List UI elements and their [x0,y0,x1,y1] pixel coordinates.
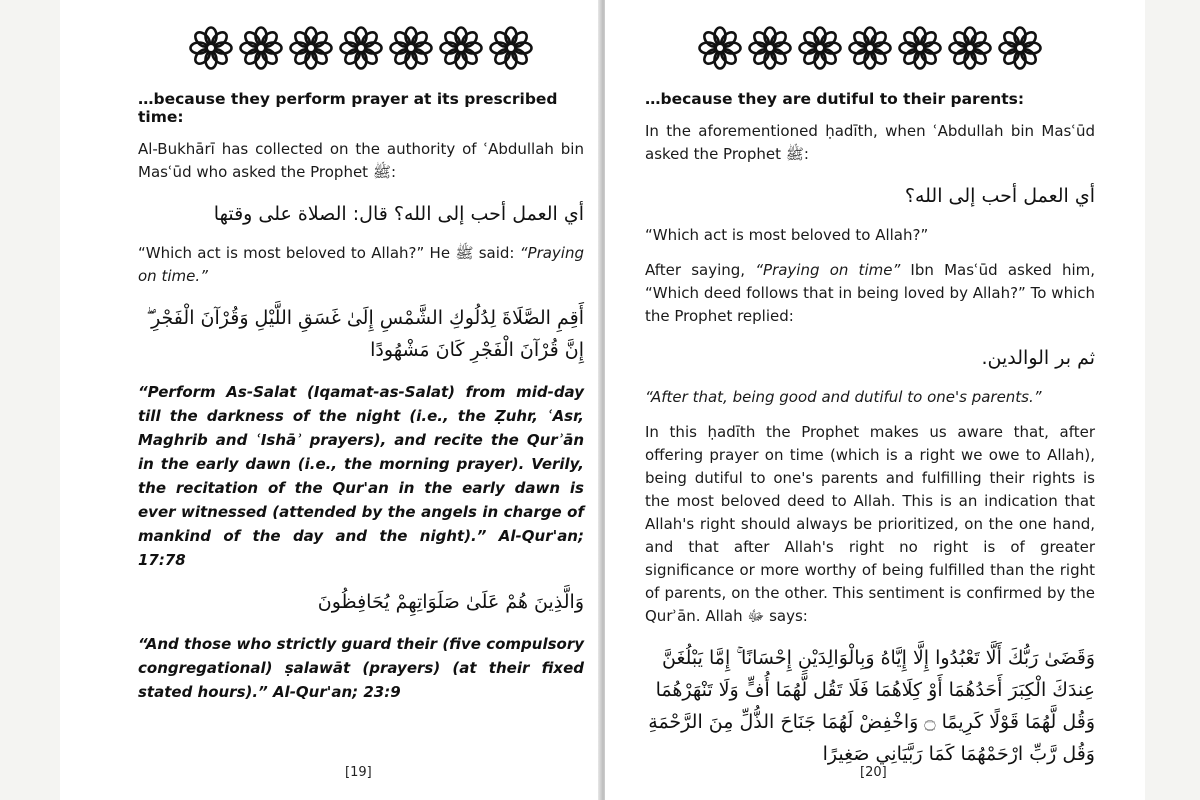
eight-point-star-icon [997,26,1043,70]
arabic-verse-1: أَقِمِ الصَّلَاةَ لِدُلُوكِ الشَّمْسِ إِلَىٰ غَسَقِ اللَّيْلِ وَقُرْآنَ الْفَجْرِ ۖ إِنَّ قُرْآنَ الْفَجْرِ كَانَ مَشْهُودًا [146,307,584,361]
page-left [60,0,602,800]
eight-point-star-icon [188,26,234,70]
translation-question: “Which act is most beloved to Allah?” He ﷺ said: [138,244,520,262]
verse-2-translation: “And those who strictly guard their (five compulsory congregational) ṣalawāt (prayers) (at their fixed stated hours).” Al-Qur'an; 23:9 [138,635,584,701]
arabic-verse: وَقَضَىٰ رَبُّكَ أَلَّا تَعْبُدُوا إِلَّا إِيَّاهُ وَبِالْوَالِدَيْنِ إِحْسَانًا ۚ إِمَّا يَبْلُغَنَّ عِندَكَ الْكِبَرَ أَحَدُهُمَا أَوْ كِلَاهُمَا فَلَا تَقُل لَّهُمَا أُفٍّ وَلَا تَنْهَرْهُمَا وَقُل لَّهُمَا قَوْلًا كَرِيمًا ۝ وَاخْفِضْ لَهُمَا جَنَاحَ الذُّلِّ مِنَ الرَّحْمَةِ وَقُل رَّبِّ ارْحَمْهُمَا كَمَا رَبَّيَانِي صَغِيرًا [648,647,1095,765]
follow-up-text-2: Ibn Masʿūd asked him, “Which deed follows that in being loved by Allah?” To which the Prophet replied: [645,261,1095,325]
eight-point-star-icon [288,26,334,70]
eight-point-star-icon [488,26,534,70]
eight-point-star-icon [897,26,943,70]
eight-point-star-icon [238,26,284,70]
arabic-answer: ثم بر الوالدين. [981,347,1095,369]
follow-up-italic: “Praying on time” [755,261,901,279]
explanation-paragraph: In this ḥadīth the Prophet makes us aware that, after offering prayer on time (which is a right we owe to Allah), being dutiful to one's parents and fulfilling their rights is the most beloved deed to Allah. This is an indication that Allah's right should always be prioritized, on the one hand, and that after Allah's right no right is of greater significance or more worthy of being fulfilled than the right of parents, on the other. This sentiment is confirmed by the Qurʾān. Allah ﷻ says: [645,423,1095,625]
translation-answer: “After that, being good and dutiful to one's parents.” [645,388,1042,406]
follow-up-text-1: After saying, [645,261,756,279]
translation-answer: “Praying on time.” [138,244,584,285]
page-right [605,0,1145,800]
arabic-question: أي العمل أحب إلى الله؟ [904,185,1095,207]
arabic-verse-2: وَالَّذِينَ هُمْ عَلَىٰ صَلَوَاتِهِمْ يُحَافِظُونَ [317,591,584,613]
page-number: [20] [860,765,887,780]
section-heading: …because they perform prayer at its prescribed time: [138,90,558,126]
eight-point-star-icon [747,26,793,70]
eight-point-star-icon [438,26,484,70]
follow-up-paragraph [645,259,1095,328]
eight-point-star-icon [697,26,743,70]
translation-question: “Which act is most beloved to Allah?” [645,226,929,244]
ornament-row-right [645,26,1095,70]
intro-paragraph: In the aforementioned ḥadīth, when ʿAbdullah bin Masʿūd asked the Prophet ﷺ: [645,122,1095,163]
eight-point-star-icon [338,26,384,70]
section-heading: …because they are dutiful to their parents: [645,90,1025,108]
eight-point-star-icon [797,26,843,70]
intro-paragraph: Al-Bukhārī has collected on the authority of ʿAbdullah bin Masʿūd who asked the Prophet ﷺ: [138,140,584,181]
eight-point-star-icon [847,26,893,70]
ornament-row-left [138,26,584,70]
eight-point-star-icon [947,26,993,70]
verse-1-translation: “Perform As-Salat (Iqamat-as-Salat) from mid-day till the darkness of the night (i.e., the Ẓuhr, ʿAsr, Maghrib and ʿIshāʾ prayers), and recite the Qurʾān in the early dawn (i.e., the morning prayer). Verily, the recitation of the Qur'an in the early dawn is ever witnessed (attended by the angels in charge of mankind of the day and the night).” Al-Qur'an; 17:78 [138,383,584,569]
hadith-translation [138,242,584,288]
page-number: [19] [345,765,372,780]
eight-point-star-icon [388,26,434,70]
arabic-hadith: أي العمل أحب إلى الله؟ قال: الصلاة على وقتها [213,203,584,225]
